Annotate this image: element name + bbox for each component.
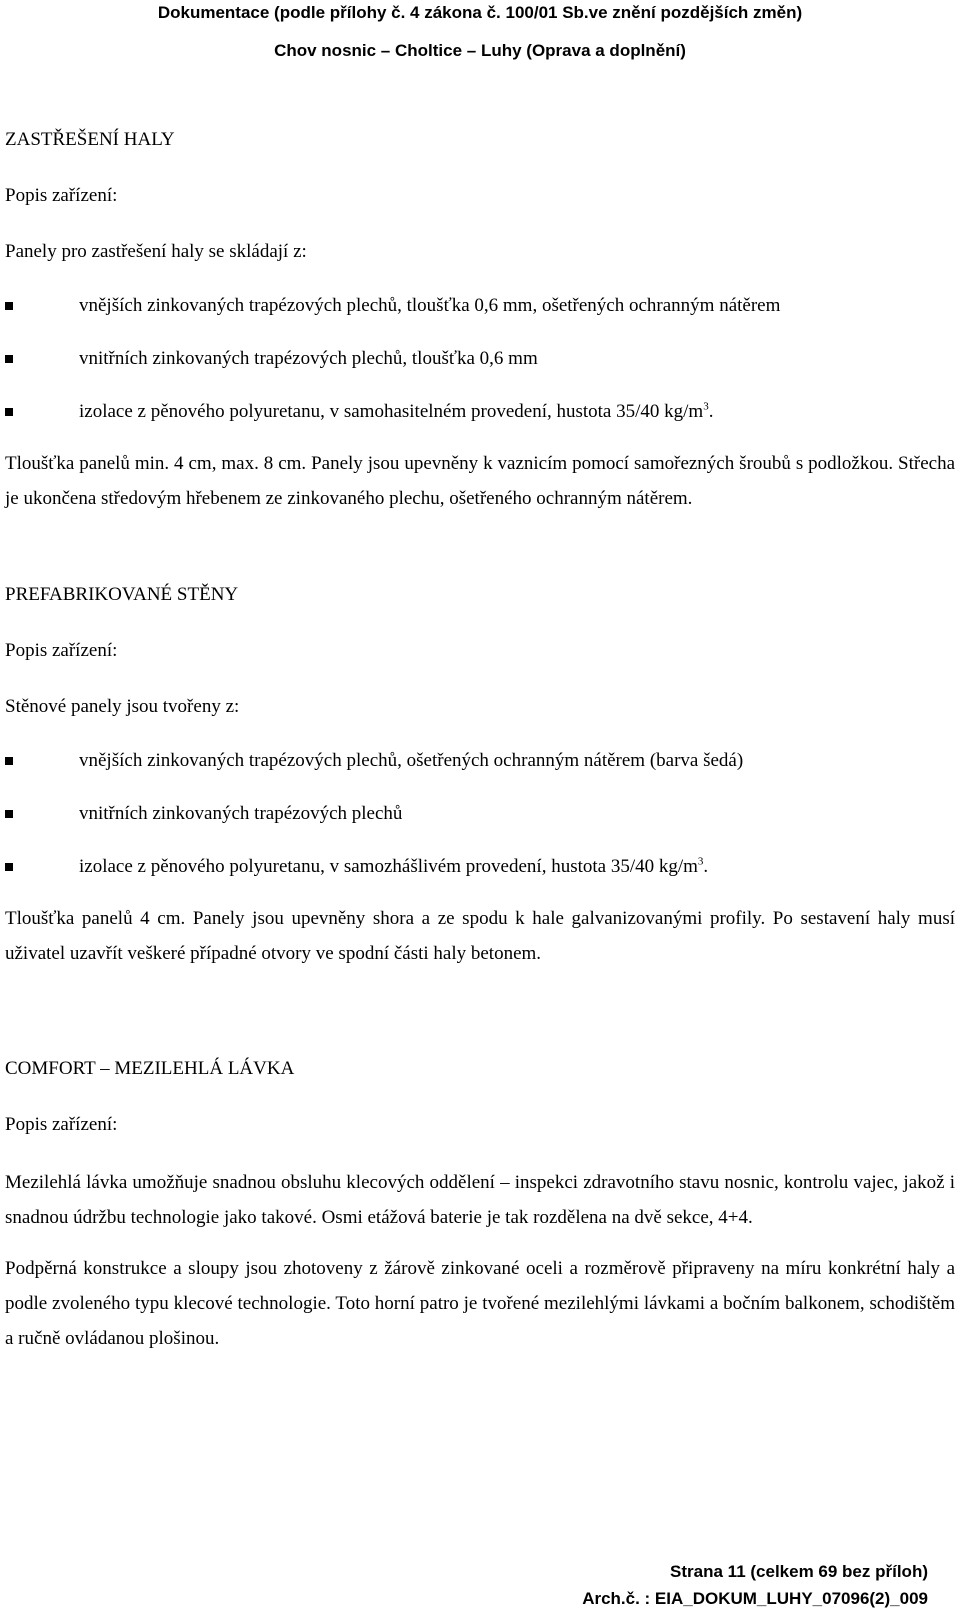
section-label: Popis zařízení: [5,640,118,661]
square-bullet-icon [5,302,13,310]
list-item [5,749,955,773]
section-label: Popis zařízení: [5,1114,118,1135]
superscript: 3 [703,400,709,413]
list-item [5,855,955,879]
square-bullet-icon [5,757,13,765]
section-roof [5,128,955,516]
paragraph: Tloušťka panelů 4 cm. Panely jsou upevněny shora a ze spodu k hale galvanizovanými profily. Po sestavení haly musí uživatel uzavřít veškeré případné otvory ve spodní části haly betonem. [5,908,955,964]
section-intro: Stěnové panely jsou tvořeny z: [5,696,240,717]
document-header-title: Dokumentace (podle přílohy č. 4 zákona č. 100/01 Sb.ve znění pozdějších změn) [157,3,803,22]
list-item-end: . [708,401,714,422]
list-item-end: . [703,856,709,877]
section-heading: PREFABRIKOVANÉ STĚNY [5,584,239,605]
list-item-text: izolace z pěnového polyuretanu, v samozhášlivém provedení, hustota 35/40 kg/m [79,856,698,877]
list-item-text: vnějších zinkovaných trapézových plechů, tloušťka 0,6 mm, ošetřených ochranným nátěrem [79,295,781,316]
list-item-text: vnějších zinkovaných trapézových plechů, ošetřených ochranným nátěrem (barva šedá) [79,750,744,771]
document-body [5,128,955,1356]
list-item-text: izolace z pěnového polyuretanu, v samohasitelném provedení, hustota 35/40 kg/m [79,401,704,422]
page-number: Strana 11 (celkem 69 bez příloh) [670,1562,928,1581]
section-walkway [5,1057,955,1356]
section-intro: Panely pro zastřešení haly se skládají z: [5,241,307,262]
paragraph: Mezilehlá lávka umožňuje snadnou obsluhu klecových oddělení – inspekci zdravotního stavu nosnic, kontrolu vajec, jakož i snadnou údržbu technologie jako takové. Osmi etážová baterie je tak rozdělena na dvě sekce, 4+4. [5,1172,955,1228]
list-item-text: vnitřních zinkovaných trapézových plechů [79,803,403,824]
superscript: 3 [697,855,704,868]
square-bullet-icon [5,863,13,871]
list-item [5,802,955,826]
archive-number: Arch.č. : EIA_DOKUM_LUHY_07096(2)_009 [582,1589,928,1608]
section-heading: COMFORT – MEZILEHLÁ LÁVKA [5,1058,295,1079]
section-heading: ZASTŘEŠENÍ HALY [5,129,175,150]
paragraph: Podpěrná konstrukce a sloupy jsou zhotoveny z žárově zinkované oceli a rozměrově připraveny na míru konkrétní haly a podle zvoleného typu klecové technologie. Toto horní patro je tvořené mezilehlými lávkami a bočním balkonem, schodištěm a ručně ovládanou plošinou. [5,1258,955,1349]
list-item-text: vnitřních zinkovaných trapézových plechů, tloušťka 0,6 mm [79,348,538,369]
list-item [5,400,955,424]
list-item [5,347,955,371]
document-header-subtitle: Chov nosnic – Choltice – Luhy (Oprava a doplnění) [274,41,686,60]
square-bullet-icon [5,355,13,363]
section-walls [5,583,955,971]
bullet-list [5,294,955,424]
paragraph: Tloušťka panelů min. 4 cm, max. 8 cm. Panely jsou upevněny k vaznicím pomocí samořezných šroubů s podložkou. Střecha je ukončena středovým hřebenem ze zinkovaného plechu, ošetřeného ochranným nátěrem. [5,453,955,509]
bullet-list [5,749,955,879]
section-label: Popis zařízení: [5,185,118,206]
list-item [5,294,955,318]
square-bullet-icon [5,810,13,818]
square-bullet-icon [5,408,13,416]
